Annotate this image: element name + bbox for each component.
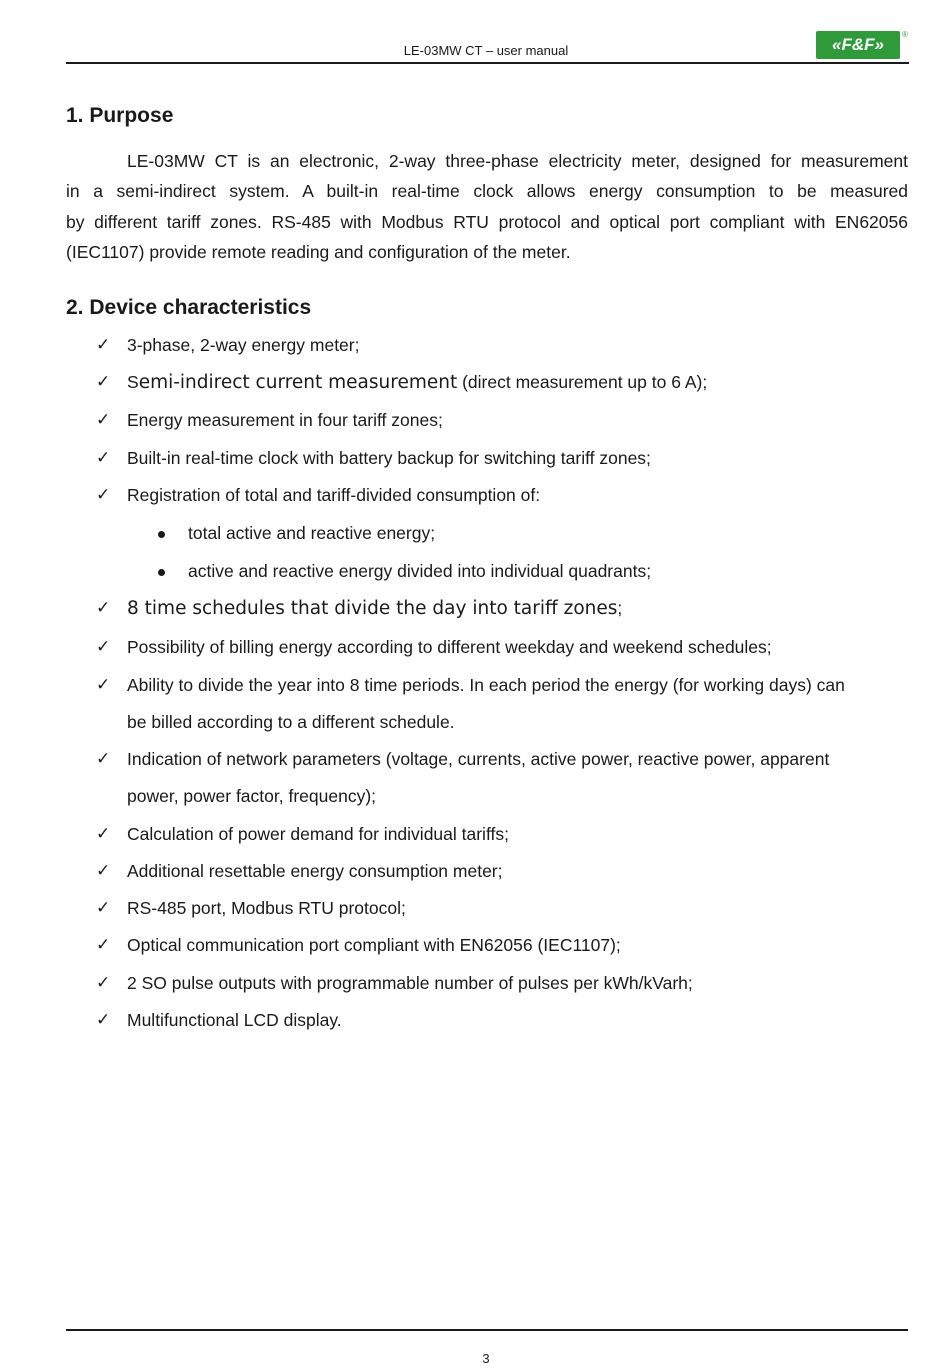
emphasized-text: emi-indirect current measurement	[138, 372, 458, 393]
check-icon: ✓	[96, 485, 111, 504]
brand-logo: «F&F»	[816, 31, 900, 59]
check-icon: ✓	[96, 749, 111, 768]
heading-device-characteristics: 2. Device characteristics	[66, 296, 312, 319]
emphasized-text: 8 time schedules that divide the day into tariff zones	[127, 598, 618, 619]
check-icon: ✓	[96, 637, 111, 656]
check-icon: ✓	[96, 898, 111, 917]
check-icon: ✓	[96, 410, 111, 429]
check-icon: ✓	[96, 372, 111, 391]
manual-page: LE-03MW CT – user manual «F&F» ® 1. Purpose LE-03MW CT is an electronic, 2-way three-phase electricity meter, designed for measurement in a semi-indirect system. A built-in real-time clock allows energy consumption to be measured by different tariff zones. RS-485 with Modbus RTU protocol and optical port compliant with EN62056 (IEC1107) provide remote reading and configuration of the meter. 2. Device characteristics ✓ 3-phase, 2-way energy meter; ✓ Semi-indirect current measurement (direct measurement up to 6 A); ✓ Energy measurement in four tariff zones; ✓ Built-in real-time clock with battery backup for switching tariff zones; ✓ Registration of total and tariff-divided consumption of: total active and reactive energy; active and reactive energy divided into individual quadrants; ✓ 8 time schedules that divide the day into tariff zones; ✓ Possibility of billing energy according to different weekday and weekend schedules; ✓ Ability to divide the year into 8 time periods. In each period the energy (for working days) can be billed according to a different schedule. ✓ Indication of network parameters (voltage, currents, active power, reactive power, apparent power, power factor, frequency); ✓ Calculation of power demand for individual tariffs; ✓ Additional resettable energy consumption meter; ✓ RS-485 port, Modbus RTU protocol; ✓ Optical communication port compliant with EN62056 (IEC1107); ✓ 2 SO pulse outputs with programmable number of pulses per kWh/kVarh; ✓ Multifunctional LCD display. 3	[0, 0, 950, 1369]
registered-mark: ®	[902, 30, 908, 39]
check-icon: ✓	[96, 824, 111, 843]
purpose-line: in a semi-indirect system. A built-in real-time clock allows energy consumption to be measured	[66, 181, 908, 202]
heading-purpose: 1. Purpose	[66, 104, 174, 127]
purpose-paragraph	[66, 146, 908, 267]
check-icon: ✓	[96, 448, 111, 467]
bullet-icon	[158, 569, 165, 576]
purpose-line: LE-03MW CT is an electronic, 2-way three-phase electricity meter, designed for measurement	[127, 151, 908, 171]
list-item-continuation: be billed according to a different schedule.	[127, 712, 455, 732]
footer-divider	[66, 1329, 908, 1331]
header-title: LE-03MW CT – user manual	[403, 43, 569, 58]
check-icon: ✓	[96, 935, 111, 954]
check-icon: ✓	[96, 973, 111, 992]
header-divider	[66, 62, 909, 64]
check-icon: ✓	[96, 861, 111, 880]
purpose-line: (IEC1107) provide remote reading and configuration of the meter.	[66, 241, 571, 262]
check-icon: ✓	[96, 1010, 111, 1029]
purpose-line: by different tariff zones. RS-485 with Modbus RTU protocol and optical port compliant with EN62056	[66, 211, 908, 232]
bullet-icon	[158, 531, 165, 538]
list-item-continuation: power, power factor, frequency);	[127, 786, 377, 806]
check-icon: ✓	[96, 598, 111, 617]
check-icon: ✓	[96, 675, 111, 694]
page-number: 3	[482, 1351, 490, 1366]
check-icon: ✓	[96, 335, 111, 354]
